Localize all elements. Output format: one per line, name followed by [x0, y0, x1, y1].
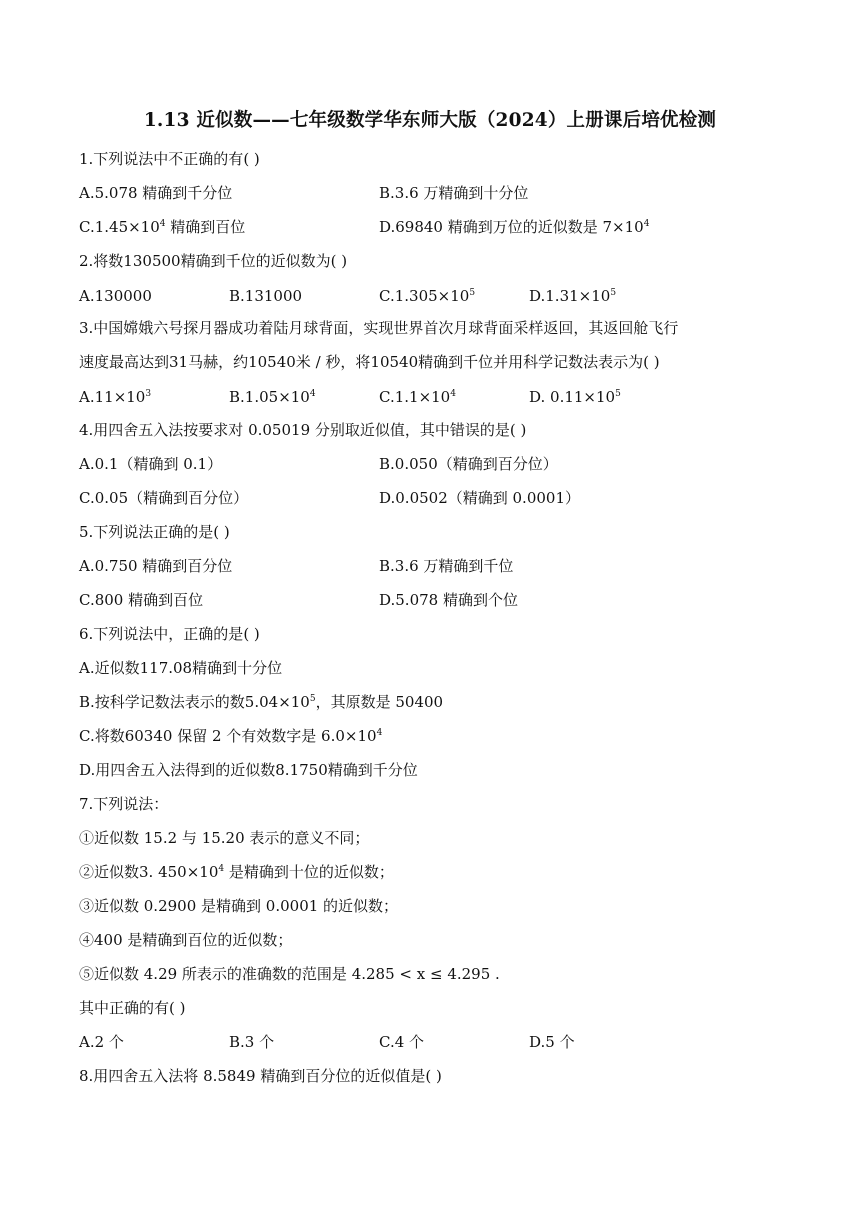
- question-1-option-a: A.5.078 精确到千分位: [79, 184, 233, 202]
- question-6-option-a: A.近似数117.08精确到十分位: [79, 659, 283, 677]
- question-5-stem: 5.下列说法正确的是( ): [79, 523, 230, 541]
- option-text: C.1.1×10: [379, 388, 451, 406]
- statement-text: 是精确到十位的近似数；: [224, 863, 394, 881]
- question-7-option-b: B.3 个: [229, 1033, 275, 1051]
- question-3-option-c: [379, 387, 456, 407]
- question-5-option-a: A.0.750 精确到百分位: [79, 557, 233, 575]
- question-3-option-d: [529, 387, 621, 407]
- question-2-option-d: [529, 286, 616, 306]
- question-7-statement-1: ①近似数 15.2 与 15.20 表示的意义不同；: [79, 829, 370, 847]
- question-3-option-b: [229, 387, 316, 407]
- question-1-stem: 1.下列说法中不正确的有( ): [79, 150, 260, 168]
- question-7-stem: 7.下列说法：: [79, 795, 169, 813]
- question-5-option-b: B.3.6 万精确到千位: [379, 557, 514, 575]
- exponent: 3: [145, 389, 152, 399]
- question-1-option-d: [379, 217, 649, 237]
- exponent: 4: [376, 728, 383, 738]
- question-7-option-d: D.5 个: [529, 1033, 575, 1051]
- question-1-option-b: B.3.6 万精确到十分位: [379, 184, 529, 202]
- question-7-option-a: A.2 个: [79, 1033, 124, 1051]
- option-text: D. 0.11×10: [529, 388, 616, 406]
- option-text: B.按科学记数法表示的数5.04×10: [79, 693, 310, 711]
- question-3-stem-line-1: 3.中国嫦娥六号探月器成功着陆月球背面，实现世界首次月球背面采样返回，其返回舱飞行: [79, 319, 679, 337]
- question-6-option-d: D.用四舍五入法得到的近似数8.1750精确到千分位: [79, 761, 418, 779]
- option-text: C.1.45×10: [79, 218, 160, 236]
- page-title: 1.13 近似数——七年级数学华东师大版（2024）上册课后培优检测: [143, 110, 717, 131]
- question-6-option-b: [79, 692, 443, 712]
- option-text: ，其原数是 50400: [315, 693, 444, 711]
- question-7-option-c: C.4 个: [379, 1033, 425, 1051]
- question-3-stem-line-2: 速度最高达到31马赫，约10540米 / 秒，将10540精确到千位并用科学记数法表示为( ): [79, 353, 660, 371]
- question-4-option-b: B.0.050（精确到百分位）: [379, 455, 558, 473]
- question-1-option-c: [79, 217, 245, 237]
- question-5-option-d: D.5.078 精确到个位: [379, 591, 518, 609]
- question-8-stem: 8.用四舍五入法将 8.5849 精确到百分位的近似值是( ): [79, 1067, 442, 1085]
- option-text: 精确到百位: [165, 218, 246, 236]
- question-2-stem: 2.将数130500精确到千位的近似数为( ): [79, 252, 348, 270]
- question-4-option-d: D.0.0502（精确到 0.0001）: [379, 489, 580, 507]
- exponent: 5: [610, 288, 617, 298]
- question-7-ask: 其中正确的有( ): [79, 999, 186, 1017]
- question-6-stem: 6.下列说法中，正确的是( ): [79, 625, 260, 643]
- option-text: B.1.05×10: [229, 388, 310, 406]
- statement-text: ②近似数3. 450×10: [79, 863, 219, 881]
- question-7-statement-5: ⑤近似数 4.29 所表示的准确数的范围是 4.285 < x ≤ 4.295 .: [79, 965, 500, 983]
- exponent: 5: [615, 389, 621, 399]
- question-6-option-c: [79, 726, 382, 746]
- question-7-statement-4: ④400 是精确到百位的近似数；: [79, 931, 293, 949]
- question-4-option-a: A.0.1（精确到 0.1）: [79, 455, 223, 473]
- question-2-option-c: [379, 286, 475, 306]
- exponent: 4: [159, 219, 166, 229]
- option-text: C.将数60340 保留 2 个有效数字是 6.0×10: [79, 727, 377, 745]
- exponent: 4: [309, 389, 316, 399]
- option-text: D.69840 精确到万位的近似数是 7×10: [379, 218, 644, 236]
- option-text: D.1.31×10: [529, 287, 611, 305]
- exponent: 5: [309, 694, 316, 704]
- exponent: 4: [450, 389, 456, 399]
- option-text: C.1.305×10: [379, 287, 470, 305]
- question-2-option-a: A.130000: [79, 287, 152, 305]
- question-3-option-a: [79, 387, 151, 407]
- exponent: 5: [469, 288, 476, 298]
- question-4-option-c: C.0.05（精确到百分位）: [79, 489, 249, 507]
- exponent: 4: [643, 219, 650, 229]
- question-4-stem: 4.用四舍五入法按要求对 0.05019 分别取近似值，其中错误的是( ): [79, 421, 527, 439]
- exponent: 4: [218, 864, 225, 874]
- question-7-statement-2: [79, 862, 394, 882]
- question-2-option-b: B.131000: [229, 287, 303, 305]
- option-text: A.11×10: [79, 388, 146, 406]
- question-5-option-c: C.800 精确到百位: [79, 591, 204, 609]
- question-7-statement-3: ③近似数 0.2900 是精确到 0.0001 的近似数；: [79, 897, 399, 915]
